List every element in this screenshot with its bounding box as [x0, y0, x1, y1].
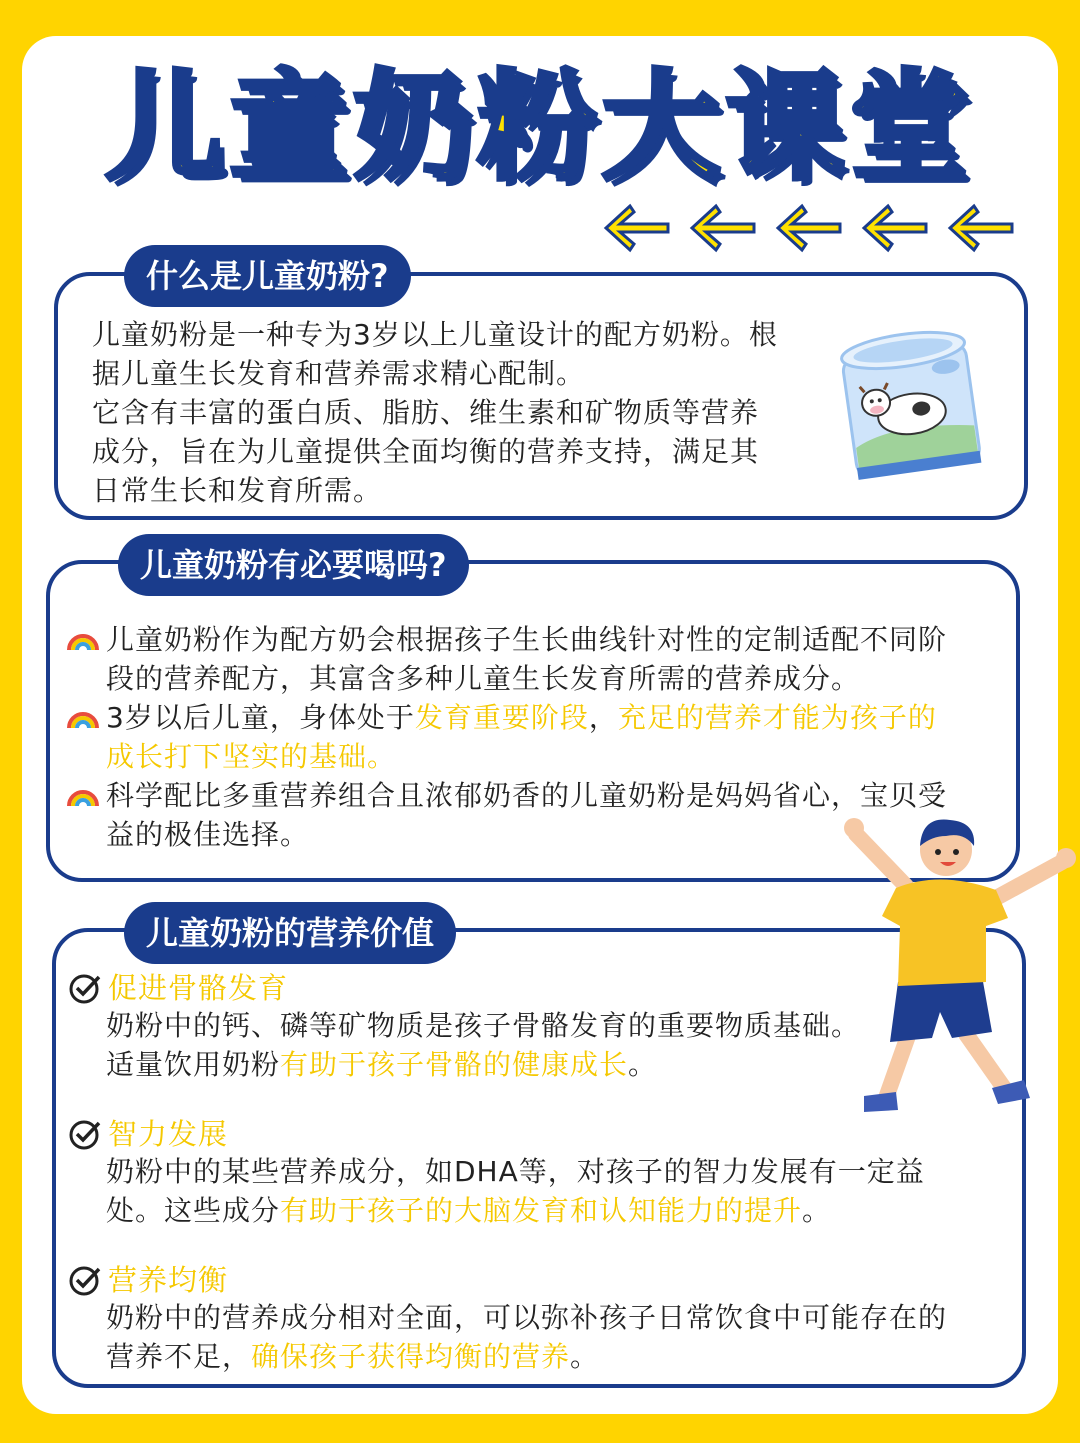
- section-tag: 儿童奶粉有必要喝吗?: [118, 534, 469, 596]
- bullet-item: [66, 698, 1008, 776]
- check-circle-icon: [68, 971, 102, 1005]
- highlight-text: 确保孩子获得均衡的营养: [251, 1340, 571, 1373]
- section-tag: 儿童奶粉的营养价值: [124, 902, 456, 964]
- text-span: 处。这些成分: [106, 1194, 281, 1227]
- text-span: 3岁以后儿童，身体处于: [106, 701, 415, 734]
- text-span: 。: [802, 1194, 832, 1227]
- text-span: 。: [628, 1048, 658, 1081]
- text-line: 成分，旨在为儿童提供全面均衡的营养支持，满足其: [92, 435, 760, 468]
- check-circle-icon: [68, 1263, 102, 1297]
- page-title: 儿童奶粉大课堂: [105, 58, 974, 196]
- section-tag: 什么是儿童奶粉?: [124, 245, 411, 307]
- text-span: 适量饮用奶粉: [106, 1048, 281, 1081]
- text-line: 奶粉中的某些营养成分，如DHA等，对孩子的智力发展有一定益: [106, 1155, 925, 1188]
- item-heading-row: [68, 1262, 1008, 1298]
- arrow-left-icon: [858, 200, 930, 256]
- text-span: 营养不足，: [106, 1340, 252, 1373]
- item-heading: 智力发展: [108, 1117, 229, 1151]
- milk-can-illustration: [830, 310, 990, 490]
- highlight-text: 有助于孩子骨骼的健康成长: [280, 1048, 629, 1081]
- text-line: 科学配比多重营养组合且浓郁奶香的儿童奶粉是妈妈省心，宝贝受: [106, 779, 948, 812]
- text-line: 它含有丰富的蛋白质、脂肪、维生素和矿物质等营养: [92, 396, 760, 429]
- text-line: 奶粉中的营养成分相对全面，可以弥补孩子日常饮食中可能存在的: [106, 1301, 948, 1334]
- rainbow-icon: [66, 700, 100, 734]
- text-line: [106, 1191, 1008, 1230]
- arrow-left-icon: [944, 200, 1016, 256]
- text-line: 益的极佳选择。: [106, 818, 310, 851]
- nutrition-item: [68, 1262, 1008, 1376]
- rainbow-icon: [66, 778, 100, 812]
- boy-illustration: [836, 806, 1080, 1124]
- text-line: 日常生长和发育所需。: [92, 474, 383, 507]
- item-heading: 促进骨骼发育: [108, 971, 289, 1005]
- nutrition-item: [68, 1116, 1008, 1230]
- text-line: 儿童奶粉作为配方奶会根据孩子生长曲线针对性的定制适配不同阶: [106, 623, 948, 656]
- highlight-text: 有助于孩子的大脑发育和认知能力的提升: [280, 1194, 803, 1227]
- check-circle-icon: [68, 1117, 102, 1151]
- arrow-left-icon: [772, 200, 844, 256]
- text-span: 。: [570, 1340, 600, 1373]
- item-heading: 营养均衡: [108, 1263, 229, 1297]
- rainbow-icon: [66, 622, 100, 656]
- arrow-row: [600, 200, 1020, 260]
- text-line: 奶粉中的钙、磷等矿物质是孩子骨骼发育的重要物质基础。: [106, 1009, 861, 1042]
- highlight-text: 发育重要阶段: [414, 701, 589, 734]
- arrow-left-icon: [600, 200, 672, 256]
- text-line: 儿童奶粉是一种专为3岁以上儿童设计的配方奶粉。根: [92, 318, 778, 351]
- text-line: 据儿童生长发育和营养需求精心配制。: [92, 357, 586, 390]
- section-text: [92, 315, 822, 510]
- highlight-text: 成长打下坚实的基础。: [106, 740, 397, 773]
- text-line: [106, 1337, 1008, 1376]
- item-body: [68, 1152, 1008, 1230]
- arrow-left-icon: [686, 200, 758, 256]
- item-body: [68, 1298, 1008, 1376]
- bullet-item: [66, 620, 1008, 698]
- text-span: ，: [588, 701, 618, 734]
- text-line: 段的营养配方，其富含多种儿童生长发育所需的营养成分。: [106, 662, 861, 695]
- text-line: [106, 698, 937, 737]
- highlight-text: 充足的营养才能为孩子的: [617, 701, 937, 734]
